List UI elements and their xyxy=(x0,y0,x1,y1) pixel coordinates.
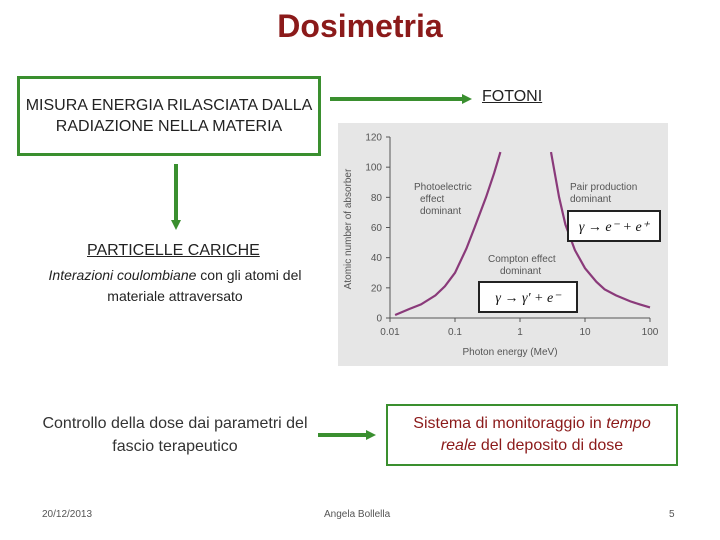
y-tick-label: 20 xyxy=(370,283,382,295)
pair-production-equation: γ → e⁻ + e⁺ xyxy=(578,220,650,235)
energy-measure-text: MISURA ENERGIA RILASCIATA DALLA RADIAZIONE NELLA MATERIA xyxy=(25,97,313,135)
y-tick-label: 40 xyxy=(370,253,382,265)
x-axis-label: Photon energy (MeV) xyxy=(462,347,558,358)
footer-date: 20/12/2013 xyxy=(42,509,93,520)
y-ticks xyxy=(365,133,390,325)
label-particelle-cariche: PARTICELLE CARICHE xyxy=(87,242,260,259)
x-ticks xyxy=(380,318,659,338)
chart-svg xyxy=(338,123,668,366)
sistema-part-2: del deposito di dose xyxy=(476,437,624,454)
sistema-italic-1: tempo xyxy=(606,415,651,432)
controllo-dose-text: Controllo della dose dai parametri del fascio terapeutico xyxy=(42,415,308,455)
slide-title: Dosimetria xyxy=(277,8,443,44)
compton-equation: γ → γ′ + e⁻ xyxy=(495,291,561,306)
footer-page-number: 5 xyxy=(669,509,675,520)
sistema-monitoraggio-box xyxy=(386,404,678,466)
sistema-italic-2: reale xyxy=(440,437,477,454)
annotation-pair-production: Pair production dominant xyxy=(570,182,638,205)
y-tick-label: 100 xyxy=(365,162,382,174)
sistema-monitoraggio-text xyxy=(413,413,650,457)
sistema-part-1: Sistema di monitoraggio in xyxy=(413,415,607,432)
interazioni-text xyxy=(40,265,310,307)
y-axis-label: Atomic number of absorber xyxy=(343,168,354,290)
y-tick-label: 120 xyxy=(365,132,382,144)
y-tick-label: 80 xyxy=(370,192,382,204)
footer-author: Angela Bollella xyxy=(324,509,391,520)
y-tick-label: 0 xyxy=(376,313,382,325)
interazioni-rest: con gli atomi del materiale attraversato xyxy=(107,267,302,304)
interazioni-italic: Interazioni coulombiane xyxy=(48,267,197,283)
label-fotoni: FOTONI xyxy=(482,88,543,105)
x-tick-label: 0.01 xyxy=(380,327,400,338)
x-tick-label: 0.1 xyxy=(448,327,462,338)
photon-interaction-chart xyxy=(338,123,668,366)
annotation-compton: Compton effect dominant xyxy=(488,254,556,277)
x-tick-label: 100 xyxy=(641,327,659,338)
y-tick-label: 60 xyxy=(370,223,382,234)
annotation-photoelectric: Photoelectric effect dominant xyxy=(414,182,472,217)
x-tick-label: 10 xyxy=(579,327,591,338)
x-tick-label: 1 xyxy=(517,327,523,338)
